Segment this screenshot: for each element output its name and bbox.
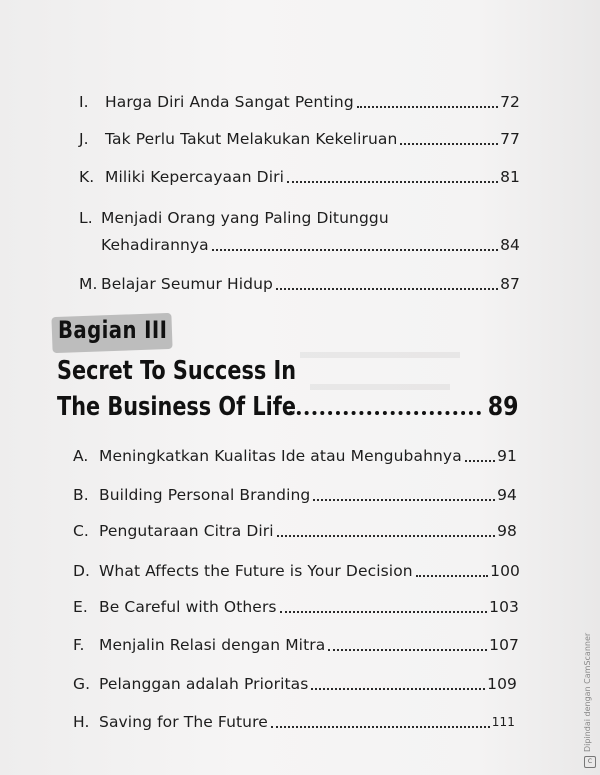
leader-dots: [357, 106, 498, 108]
section-title-line2-row[interactable]: [57, 392, 521, 422]
toc-entry-title: What Affects the Future is Your Decision: [99, 562, 413, 580]
leader-dots: [277, 535, 495, 537]
toc-entry-j[interactable]: [79, 129, 520, 149]
toc-entry-d[interactable]: [73, 561, 520, 581]
toc-entry-page: 103: [489, 598, 519, 616]
toc-entry-letter: F.: [73, 636, 85, 654]
toc-entry-l-line1[interactable]: [79, 208, 520, 228]
toc-entry-h[interactable]: [73, 712, 515, 732]
leader-dots: [287, 181, 498, 183]
toc-entry-l-line2[interactable]: [101, 235, 520, 255]
toc-entry-page: 81: [500, 168, 520, 186]
toc-entry-c[interactable]: [73, 521, 517, 541]
toc-entry-page: 107: [489, 636, 519, 654]
section-page: 89: [487, 392, 519, 422]
toc-entry-m[interactable]: [79, 274, 520, 294]
toc-entry-title-line2: Kehadirannya: [101, 236, 209, 254]
toc-entry-page: 72: [500, 93, 520, 111]
leader-dots: [416, 575, 488, 577]
toc-entry-a[interactable]: [73, 446, 517, 466]
toc-entry-title: Menjalin Relasi dengan Mitra: [99, 636, 326, 654]
toc-entry-i[interactable]: [79, 92, 520, 112]
leader-dots: [311, 688, 485, 690]
toc-entry-letter: M.: [79, 275, 98, 293]
toc-entry-page: 109: [487, 675, 517, 693]
leader-dots: [212, 249, 498, 251]
toc-entry-title: Be Careful with Others: [99, 598, 277, 616]
scanner-watermark: [582, 612, 596, 772]
toc-entry-page: 111: [491, 715, 515, 729]
leader-dots: [328, 649, 487, 651]
bleed-through-shadow: [310, 362, 450, 390]
toc-entry-letter: C.: [73, 522, 89, 540]
leader-dots: [280, 611, 488, 613]
leader-dots: [465, 460, 495, 462]
toc-entry-title: Pelanggan adalah Prioritas: [99, 675, 309, 693]
scanner-watermark-text: Dipindai dengan CamScanner: [583, 632, 592, 752]
toc-entry-title: Pengutaraan Citra Diri: [99, 522, 274, 540]
toc-entry-page: 94: [497, 486, 517, 504]
toc-entry-letter: K.: [79, 168, 95, 186]
leader-dots: [276, 288, 498, 290]
toc-entry-page: 91: [497, 447, 517, 465]
toc-entry-letter: B.: [73, 486, 89, 504]
toc-entry-e[interactable]: [73, 597, 519, 617]
toc-entry-k[interactable]: [79, 167, 520, 187]
toc-entry-title: Miliki Kepercayaan Diri: [105, 168, 284, 186]
section-title-line2: The Business Of Life: [57, 392, 296, 422]
toc-entry-letter: I.: [79, 93, 89, 111]
toc-entry-letter: E.: [73, 598, 88, 616]
toc-entry-page: 87: [500, 275, 520, 293]
toc-entry-title: Harga Diri Anda Sangat Penting: [105, 93, 354, 111]
toc-entry-title: Meningkatkan Kualitas Ide atau Mengubahnya: [99, 447, 462, 465]
toc-entry-f[interactable]: [73, 635, 519, 655]
toc-entry-page: 98: [497, 522, 517, 540]
toc-entry-title: Tak Perlu Takut Melakukan Kekeliruan: [105, 130, 398, 148]
section-title-line1[interactable]: Secret To Success In: [57, 356, 297, 386]
toc-entry-letter: J.: [79, 130, 89, 148]
leader-dots: [289, 411, 481, 415]
toc-entry-letter: L.: [79, 209, 93, 227]
leader-dots: [271, 726, 490, 728]
toc-entry-title: Saving for The Future: [99, 713, 268, 731]
toc-entry-title-line1: Menjadi Orang yang Paling Ditunggu: [101, 209, 389, 227]
toc-entry-page: 84: [500, 236, 520, 254]
toc-entry-page: 77: [500, 130, 520, 148]
leader-dots: [400, 143, 498, 145]
toc-entry-letter: A.: [73, 447, 89, 465]
toc-entry-page: 100: [490, 562, 520, 580]
bleed-through-shadow: [300, 330, 460, 358]
toc-entry-title: Belajar Seumur Hidup: [101, 275, 273, 293]
section-tag-label: Bagian III: [58, 316, 168, 344]
toc-entry-b[interactable]: [73, 485, 517, 505]
toc-entry-letter: G.: [73, 675, 91, 693]
toc-entry-letter: D.: [73, 562, 91, 580]
camscanner-icon: C: [584, 756, 596, 768]
toc-entry-g[interactable]: [73, 674, 517, 694]
leader-dots: [313, 499, 495, 501]
toc-entry-letter: H.: [73, 713, 90, 731]
toc-entry-title: Building Personal Branding: [99, 486, 311, 504]
